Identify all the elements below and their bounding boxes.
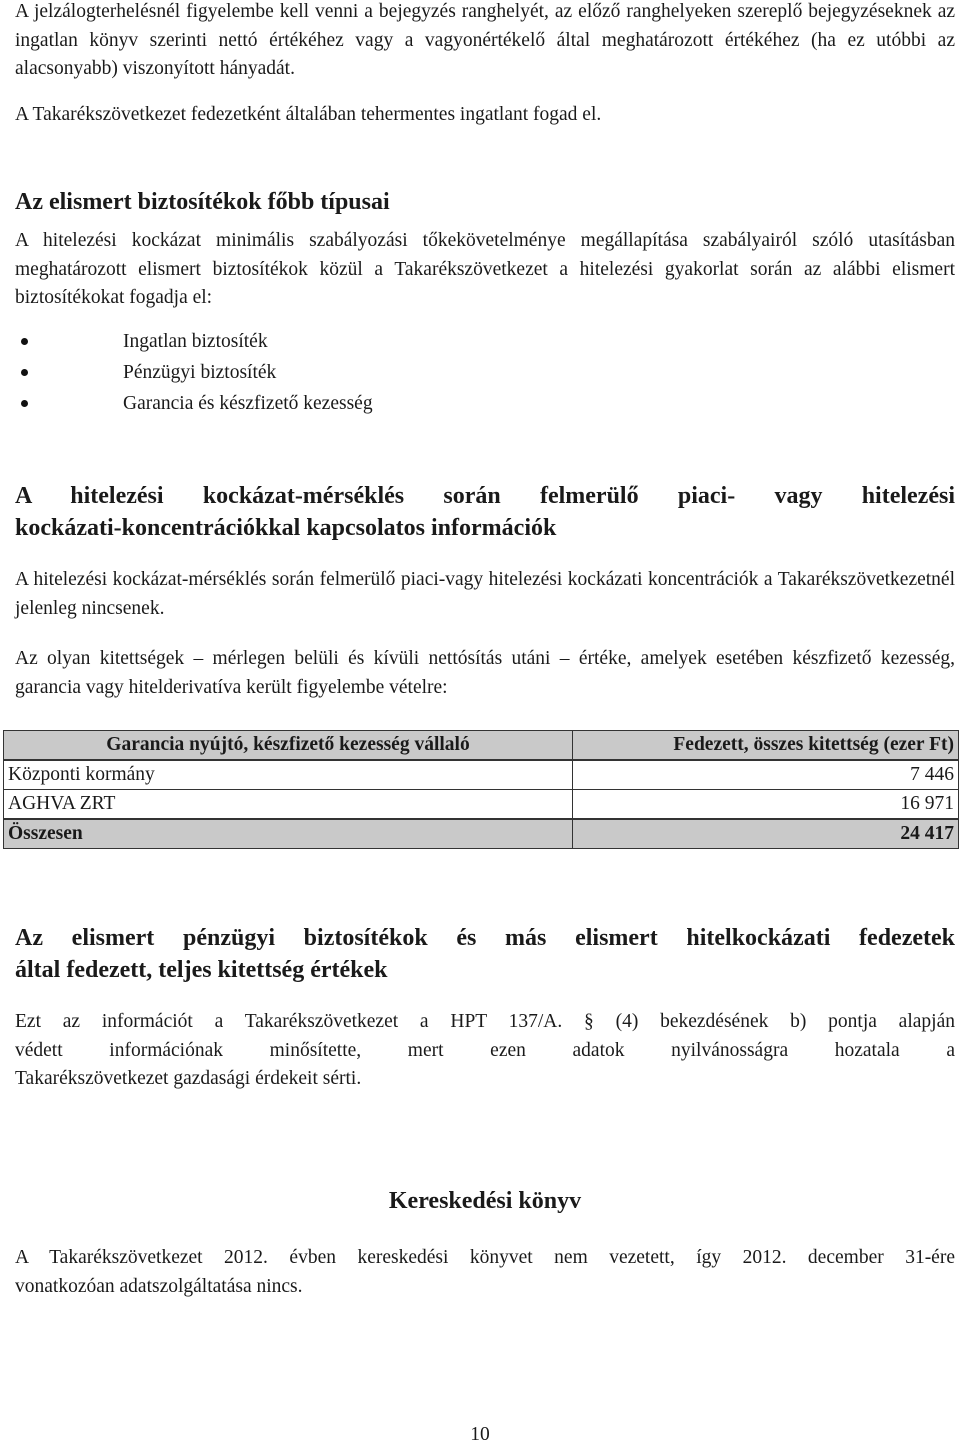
row-name: AGHVA ZRT: [4, 790, 573, 820]
paragraph-line: védett információnak minősítette, mert ezen adatok nyilvánosságra hozatala a: [15, 1039, 955, 1061]
heading-line: Az elismert pénzügyi biztosítékok és más elismert hitelkockázati fedezetek: [15, 925, 955, 951]
heading-line: kockázati-koncentrációkkal kapcsolatos információk: [15, 515, 557, 541]
column-header-fedezett: Fedezett, összes kitettség (ezer Ft): [573, 731, 959, 761]
row-value: 16 971: [573, 790, 959, 820]
total-value: 24 417: [573, 819, 959, 849]
row-value: 7 446: [573, 760, 959, 790]
bullet-icon: [21, 400, 28, 407]
table-row: [4, 760, 959, 790]
column-header-garancia: Garancia nyújtó, készfizető kezesség vállaló: [4, 731, 573, 761]
section-heading-kereskedesi-konyv: Kereskedési könyv: [388, 1188, 582, 1214]
paragraph-line: Takarékszövetkezet gazdasági érdekeit sérti.: [15, 1068, 362, 1089]
list-item: [15, 388, 373, 419]
penzugyi-paragraph: [15, 1008, 955, 1094]
section-heading-biztositekok: Az elismert biztosítékok főbb típusai: [15, 189, 390, 215]
paragraph-line: Ezt az információt a Takarékszövetkezet a HPT 137/A. § (4) bekezdésének b) pontja alapján: [15, 1011, 955, 1032]
bullet-icon: [21, 338, 28, 345]
list-item-label: Ingatlan biztosíték: [123, 331, 268, 352]
biztositekok-paragraph: A hitelezési kockázat minimális szabályozási tőkekövetelménye megállapítása szabályairól szóló utasításban meghatározott elismert biztosítékok közül a Takarékszövetkezet a hitelezési gyakorlat során az alábbi elismert biztosítékokat fogadja el:: [15, 230, 955, 308]
total-name: Összesen: [4, 819, 573, 849]
list-item-label: Garancia és készfizető kezesség: [123, 393, 373, 414]
list-item: [15, 357, 373, 388]
paragraph-line: A Takarékszövetkezet 2012. évben kereskedési könyvet nem vezetett, így 2012. december 31-ére: [15, 1247, 955, 1268]
biztositekok-list: [15, 326, 373, 419]
intro-paragraph-1: A jelzálogterhelésnél figyelembe kell venni a bejegyzés ranghelyét, az előző ranghelyeken szereplő bejegyzéseknek az ingatlan könyv szerinti nettó értékéhez vagy a vagyonértékelő által meghatározott értékéhez (ha ez utóbbi az alacsonyabb) viszonyított hányadát.: [15, 1, 955, 79]
kereskedesi-paragraph: [15, 1244, 955, 1301]
kockazat-paragraph-2: Az olyan kitettségek – mérlegen belüli és kívüli nettósítás utáni – értéke, amelyek esetében készfizető kezesség, garancia vagy hitelderivatíva került figyelembe vételre:: [15, 648, 955, 698]
bullet-icon: [21, 369, 28, 376]
table-row: [4, 790, 959, 820]
list-item-label: Pénzügyi biztosíték: [123, 362, 277, 383]
kockazat-paragraph-1: A hitelezési kockázat-mérséklés során felmerülő piaci-vagy hitelezési kockázati koncentrációk a Takarékszövetkezetnél jelenleg nincsenek.: [15, 569, 955, 619]
paragraph-line: vonatkozóan adatszolgáltatása nincs.: [15, 1275, 303, 1297]
page-number: 10: [470, 1424, 490, 1445]
kitettseg-table: [3, 730, 959, 849]
section-heading-penzugyi: [15, 922, 955, 986]
heading-line: A hitelezési kockázat-mérséklés során felmerülő piaci- vagy hitelezési: [15, 483, 955, 509]
heading-line: által fedezett, teljes kitettség értékek: [15, 957, 388, 983]
table-header-row: [4, 731, 959, 761]
row-name: Központi kormány: [4, 760, 573, 790]
section-heading-kockazat: [15, 480, 955, 544]
list-item: [15, 326, 373, 357]
table-total-row: [4, 819, 959, 849]
intro-paragraph-2: A Takarékszövetkezet fedezetként általában tehermentes ingatlant fogad el.: [15, 104, 602, 125]
